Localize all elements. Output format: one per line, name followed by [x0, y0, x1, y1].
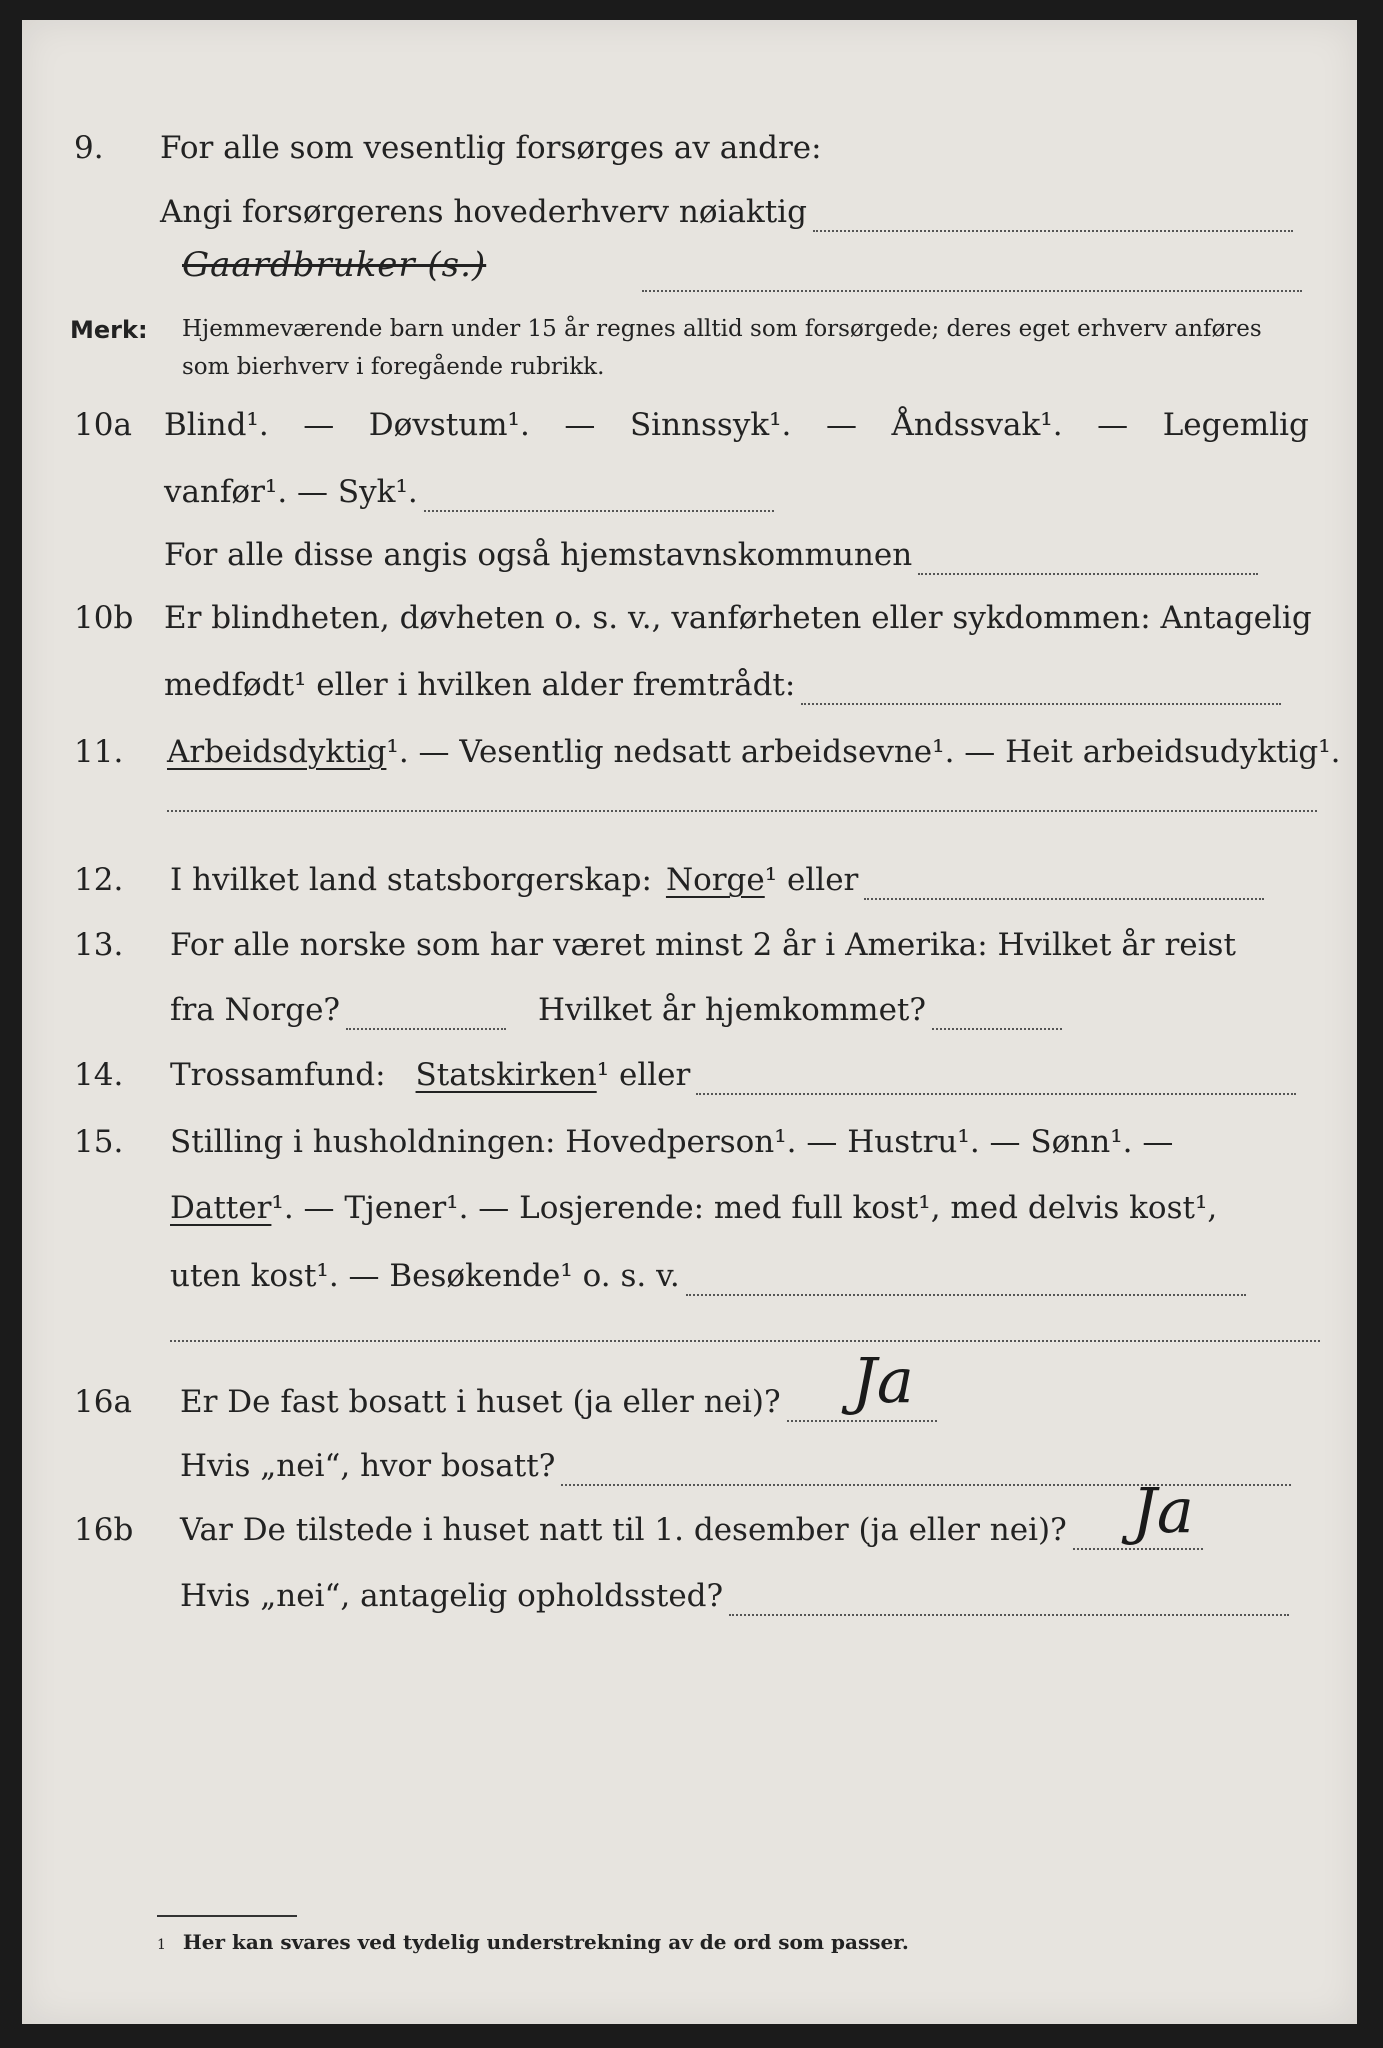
question-10a-line2 — [22, 472, 1357, 532]
selected-option-datter[interactable]: Datter — [170, 1190, 272, 1226]
question-text: Hvilket år hjemkommet? — [538, 992, 927, 1028]
question-number: 10a — [74, 407, 132, 443]
question-text: Hvis „nei“, antagelig opholdssted? — [180, 1578, 724, 1614]
question-text: Hvis „nei“, hvor bosatt? — [180, 1448, 556, 1484]
question-text: fra Norge? — [170, 992, 341, 1028]
question-number: 15. — [74, 1124, 124, 1160]
footnote-rule — [157, 1915, 297, 1917]
question-number: 12. — [74, 862, 124, 898]
option-dovstum[interactable]: Døvstum¹. — [368, 407, 530, 443]
selected-option-statskirken[interactable]: Statskirken — [415, 1057, 597, 1093]
answer-field[interactable] — [424, 488, 774, 512]
footnote-text: Her kan svares ved tydelig understrekning av de ord som passer. — [182, 1930, 909, 1954]
option-legemlig[interactable]: Legemlig — [1162, 407, 1309, 443]
question-text: medfødt¹ eller i hvilken alder fremtrådt: — [164, 667, 796, 703]
question-12 — [22, 860, 1357, 920]
selected-option-norge[interactable]: Norge — [665, 862, 765, 898]
answer-field[interactable] — [918, 551, 1258, 575]
question-15-line3 — [22, 1256, 1357, 1316]
question-text: Er De fast bosatt i huset (ja eller nei)? — [180, 1384, 781, 1420]
answer-field-departed[interactable] — [346, 1006, 506, 1030]
question-number: 13. — [74, 927, 124, 963]
answer-field-returned[interactable] — [932, 1006, 1062, 1030]
question-10b — [22, 598, 1357, 658]
question-text: vanfør¹. — Syk¹. — [164, 474, 418, 510]
answer-field[interactable] — [686, 1272, 1246, 1296]
question-text: For alle disse angis også hjemstavnskommunen — [164, 537, 913, 573]
question-14 — [22, 1055, 1357, 1115]
selected-option-arbeidsdyktig[interactable]: Arbeidsdyktig — [167, 734, 387, 770]
footnote-mark: 1 — [157, 1937, 166, 1953]
question-15-line2 — [22, 1188, 1357, 1248]
question-10a-line3 — [22, 535, 1357, 595]
question-text: uten kost¹. — Besøkende¹ o. s. v. — [170, 1258, 680, 1294]
question-text: ¹. — Tjener¹. — Losjerende: med full kost¹, med delvis kost¹, — [271, 1190, 1218, 1226]
answer-line — [642, 290, 1302, 292]
question-15 — [22, 1122, 1357, 1182]
question-text: Er blindheten, døvheten o. s. v., vanførheten eller sykdommen: Antagelig — [164, 600, 1312, 636]
question-text: I hvilket land statsborgerskap: — [170, 862, 652, 898]
answer-line[interactable] — [170, 1340, 1320, 1342]
census-form-page — [22, 20, 1357, 2024]
answer-field[interactable] — [696, 1071, 1296, 1095]
handwritten-answer-ja: Ja — [1132, 1474, 1194, 1547]
question-16b-line2 — [22, 1576, 1357, 1636]
answer-field[interactable] — [729, 1592, 1289, 1616]
question-text: For alle norske som har været minst 2 år i Amerika: Hvilket år reist — [170, 927, 1236, 963]
question-number: 16a — [74, 1384, 132, 1420]
question-text: Angi forsørgerens hovederhverv nøiaktig — [160, 194, 807, 230]
note-merk — [22, 310, 1357, 390]
option-blind[interactable]: Blind¹. — [164, 407, 269, 443]
question-number: 14. — [74, 1057, 124, 1093]
question-10b-line2 — [22, 665, 1357, 725]
note-text: Hjemmeværende barn under 15 år regnes alltid som forsørgede; deres eget erhverv anføres som bierhverv i foregående rubrikk. — [182, 316, 1262, 380]
question-9-line2 — [22, 192, 1357, 252]
option-andssvak[interactable]: Åndssvak¹. — [891, 407, 1063, 443]
question-10a — [22, 405, 1357, 465]
separator: — — [564, 407, 596, 443]
footnote — [157, 1930, 909, 1954]
separator: — — [1097, 407, 1129, 443]
question-text: ¹ eller — [596, 1057, 691, 1093]
separator: — — [303, 407, 335, 443]
handwritten-answer-ja: Ja — [852, 1344, 914, 1417]
question-number: 10b — [74, 600, 134, 636]
answer-field[interactable] — [813, 208, 1293, 232]
answer-field[interactable] — [801, 681, 1281, 705]
question-text: Var De tilstede i huset natt til 1. desember (ja eller nei)? — [180, 1512, 1067, 1548]
question-number: 16b — [74, 1512, 134, 1548]
separator: — — [825, 407, 857, 443]
question-text: For alle som vesentlig forsørges av andre: — [160, 130, 822, 166]
question-text: ¹ eller — [764, 862, 859, 898]
question-13-line2 — [22, 990, 1357, 1050]
answer-line[interactable] — [167, 810, 1317, 812]
question-text: Stilling i husholdningen: Hovedperson¹. — Hustru¹. — Sønn¹. — — [170, 1124, 1174, 1160]
question-number: 11. — [74, 734, 124, 770]
question-11 — [22, 732, 1357, 792]
question-13 — [22, 925, 1357, 985]
answer-field[interactable] — [864, 876, 1264, 900]
question-text: ¹. — Vesentlig nedsatt arbeidsevne¹. — Heit arbeidsudyktig¹. — [386, 734, 1341, 770]
question-9 — [22, 128, 1357, 188]
question-number: 9. — [74, 130, 104, 166]
note-label: Merk: — [70, 316, 148, 344]
question-16a — [22, 1382, 1357, 1442]
option-sinnssyk[interactable]: Sinnssyk¹. — [629, 407, 792, 443]
handwritten-struck-answer: Gaardbruker (s.) — [182, 245, 487, 285]
question-text: Trossamfund: — [170, 1057, 386, 1093]
